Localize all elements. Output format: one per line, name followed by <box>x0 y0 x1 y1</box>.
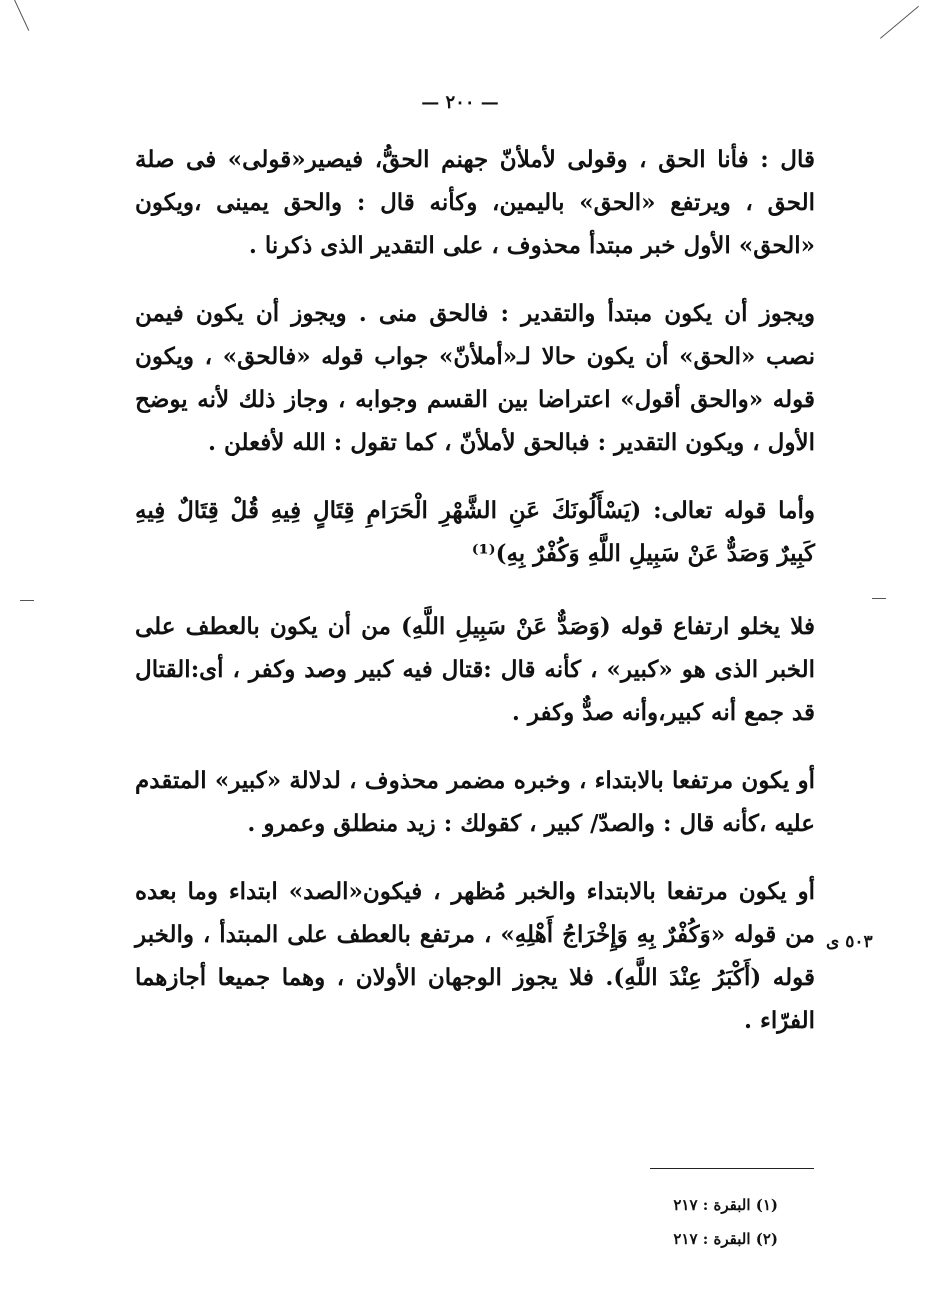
page-number: — ٢٠٠ — <box>421 92 499 113</box>
paragraph-1: قال : فأنا الحق ، وقولى لأملأنّ جهنم الحقُّ، فيصير«قولى» فى صلة الحق ، ويرتفع «الحق» باليمين، وكأنه قال : والحق يمينى ،ويكون «الحق» الأول خبر مبتدأ محذوف ، على التقدير الذى ذكرنا . <box>135 146 815 259</box>
scan-mark-top-right <box>880 6 919 39</box>
footnote-1: (١) البقرة : ٢١٧ <box>673 1196 778 1214</box>
page-body <box>135 138 815 1042</box>
paragraph-5: أو يكون مرتفعا بالابتداء ، وخبره مضمر محذوف ، لدلالة «كبير» المتقدم عليه ،كأنه قال : والصدّ/ كبير ، كقولك : زيد منطلق وعمرو . <box>135 767 815 837</box>
footnote-2: (٢) البقرة : ٢١٧ <box>673 1230 778 1248</box>
paragraph-2: ويجوز أن يكون مبتدأ والتقدير : فالحق منى . ويجوز أن يكون فيمن نصب «الحق» أن يكون حالا لـ«أملأنّ» جواب قوله «فالحق» ، ويكون قوله «والحق أقول» اعتراضا بين القسم وجوابه ، وجاز ذلك لأنه يوضح الأول ، ويكون التقدير : فبالحق لأملأنّ ، كما تقول : الله لأفعلن . <box>135 300 815 456</box>
scan-mark-top-left <box>14 0 29 31</box>
footnotes <box>560 1188 778 1256</box>
paragraph-4: فلا يخلو ارتفاع قوله (وَصَدٌّ عَنْ سَبِيلِ اللَّهِ) من أن يكون بالعطف على الخبر الذى هو «كبير» ، كأنه قال :قتال فيه كبير وصد وكفر ، أى:القتال قد جمع أنه كبير،وأنه صدٌّ وكفر . <box>135 613 815 726</box>
scan-mark-right-edge <box>872 598 886 599</box>
scan-mark-left-edge <box>20 600 34 601</box>
paragraph-6: أو يكون مرتفعا بالابتداء والخبر مُظهر ، فيكون«الصد» ابتداء وما بعده من قوله «وَكُفْرٌ بِهِ وَإِخْرَاجُ أَهْلِهِ» ، مرتفع بالعطف على المبتدأ ، والخبر قوله (أَكْبَرُ عِنْدَ اللَّهِ). فلا يجوز الوجهان الأولان ، وهما جميعا أجازهما الفرّاء . <box>135 878 815 1034</box>
footnote-divider <box>650 1168 814 1169</box>
margin-note: ٥٠٣ ى <box>826 932 873 952</box>
paragraph-3-quran-quote: وأما قوله تعالى: (يَسْأَلُونَكَ عَنِ الشَّهْرِ الْحَرَامِ قِتَالٍ فِيهِ قُلْ قِتَالٌ فِيهِ كَبِيرٌ وَصَدٌّ عَنْ سَبِيلِ اللَّهِ وَكُفْرٌ بِهِ)⁽¹⁾ <box>135 497 815 567</box>
